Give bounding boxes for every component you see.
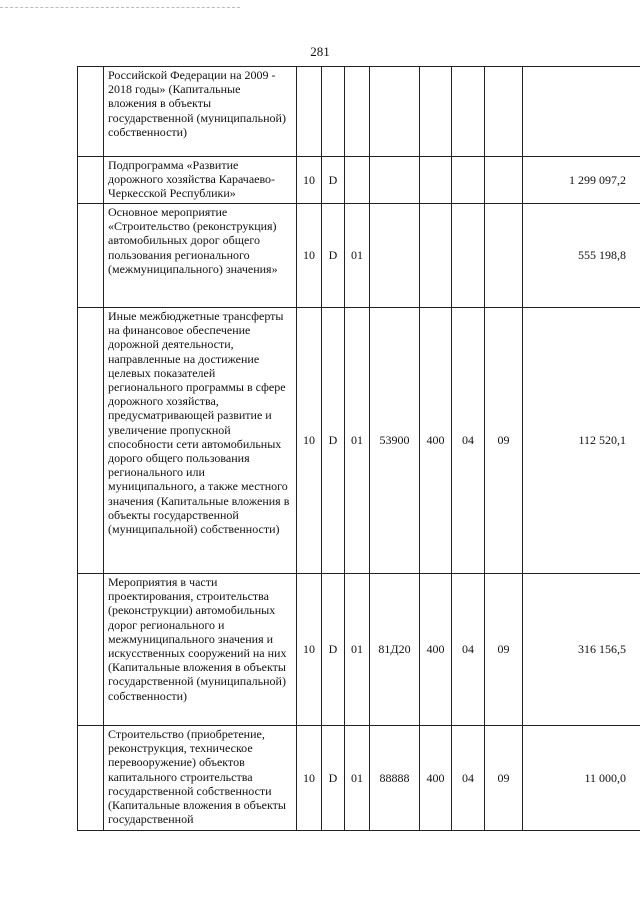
code-event: 01 bbox=[345, 204, 370, 308]
code-direction: 88888 bbox=[370, 726, 420, 831]
code-ministry: 10 bbox=[297, 204, 322, 308]
row-description: Иные межбюджетные трансферты на финансовое обеспечение дорожной деятельности, направленные на достижение целевых показателей регионального программы в сфере дорожного хозяйства, предусматривающей развитие и увеличение пропускной способности сети автомобильных дорого общего пользования регионального или муниципального, а также местного значения (Капитальные вложения в объекты государственной (муниципальной) собственности) bbox=[104, 308, 297, 574]
amount-value: 11 000,0 bbox=[523, 726, 640, 831]
table-row bbox=[78, 726, 640, 831]
code-event: 01 bbox=[345, 308, 370, 574]
row-blank-cell bbox=[78, 574, 104, 726]
row-description: Строительство (приобретение, реконструкция, техническое перевооружение) объектов капитального строительства государственной собственности (Капитальные вложения в объекты государственной bbox=[104, 726, 297, 831]
table-row bbox=[78, 308, 640, 574]
code-subsection: 09 bbox=[485, 308, 523, 574]
amount-value: 1 299 097,2 bbox=[523, 157, 640, 204]
code-program bbox=[322, 67, 345, 157]
row-description: Подпрограмма «Развитие дорожного хозяйства Карачаево-Черкесской Республики» bbox=[104, 157, 297, 204]
code-expense-type bbox=[420, 204, 452, 308]
code-section bbox=[452, 157, 485, 204]
code-ministry bbox=[297, 67, 322, 157]
amount-value: 112 520,1 bbox=[523, 308, 640, 574]
amount-value: 316 156,5 bbox=[523, 574, 640, 726]
code-section: 04 bbox=[452, 308, 485, 574]
row-description: Мероприятия в части проектирования, строительства (реконструкции) автомобильных дорог регионального и межмуниципального значения и искусственных сооружений на них (Капитальные вложения в объекты государственной (муниципальной) собственности) bbox=[104, 574, 297, 726]
code-expense-type: 400 bbox=[420, 726, 452, 831]
code-expense-type: 400 bbox=[420, 574, 452, 726]
page-number: 281 bbox=[310, 44, 330, 59]
code-subsection bbox=[485, 157, 523, 204]
row-blank-cell bbox=[78, 204, 104, 308]
code-expense-type bbox=[420, 157, 452, 204]
code-ministry: 10 bbox=[297, 157, 322, 204]
code-direction bbox=[370, 204, 420, 308]
table-row bbox=[78, 204, 640, 308]
code-program: D bbox=[322, 204, 345, 308]
code-subsection: 09 bbox=[485, 726, 523, 831]
code-direction: 81Д20 bbox=[370, 574, 420, 726]
table-row bbox=[78, 67, 640, 157]
table-row bbox=[78, 574, 640, 726]
code-direction bbox=[370, 157, 420, 204]
budget-table-container bbox=[77, 66, 640, 831]
code-program: D bbox=[322, 308, 345, 574]
code-program: D bbox=[322, 726, 345, 831]
code-section bbox=[452, 67, 485, 157]
code-ministry: 10 bbox=[297, 308, 322, 574]
code-direction: 53900 bbox=[370, 308, 420, 574]
code-subsection: 09 bbox=[485, 574, 523, 726]
amount-value: 555 198,8 bbox=[523, 204, 640, 308]
code-direction bbox=[370, 67, 420, 157]
row-blank-cell bbox=[78, 726, 104, 831]
code-subsection bbox=[485, 204, 523, 308]
code-expense-type bbox=[420, 67, 452, 157]
code-section bbox=[452, 204, 485, 308]
row-blank-cell bbox=[78, 308, 104, 574]
row-description: Основное мероприятие «Строительство (реконструкция) автомобильных дорог общего пользования регионального (межмуниципального) значения» bbox=[104, 204, 297, 308]
table-row bbox=[78, 157, 640, 204]
amount-value bbox=[523, 67, 640, 157]
code-event bbox=[345, 157, 370, 204]
code-section: 04 bbox=[452, 574, 485, 726]
scan-edge-line bbox=[0, 7, 240, 8]
code-event: 01 bbox=[345, 726, 370, 831]
budget-table bbox=[77, 66, 640, 831]
code-ministry: 10 bbox=[297, 726, 322, 831]
code-expense-type: 400 bbox=[420, 308, 452, 574]
code-event: 01 bbox=[345, 574, 370, 726]
code-section: 04 bbox=[452, 726, 485, 831]
code-program: D bbox=[322, 574, 345, 726]
code-event bbox=[345, 67, 370, 157]
row-description: Российской Федерации на 2009 - 2018 годы» (Капитальные вложения в объекты государственной (муниципальной) собственности) bbox=[104, 67, 297, 157]
row-blank-cell bbox=[78, 157, 104, 204]
code-program: D bbox=[322, 157, 345, 204]
code-ministry: 10 bbox=[297, 574, 322, 726]
code-subsection bbox=[485, 67, 523, 157]
row-blank-cell bbox=[78, 67, 104, 157]
